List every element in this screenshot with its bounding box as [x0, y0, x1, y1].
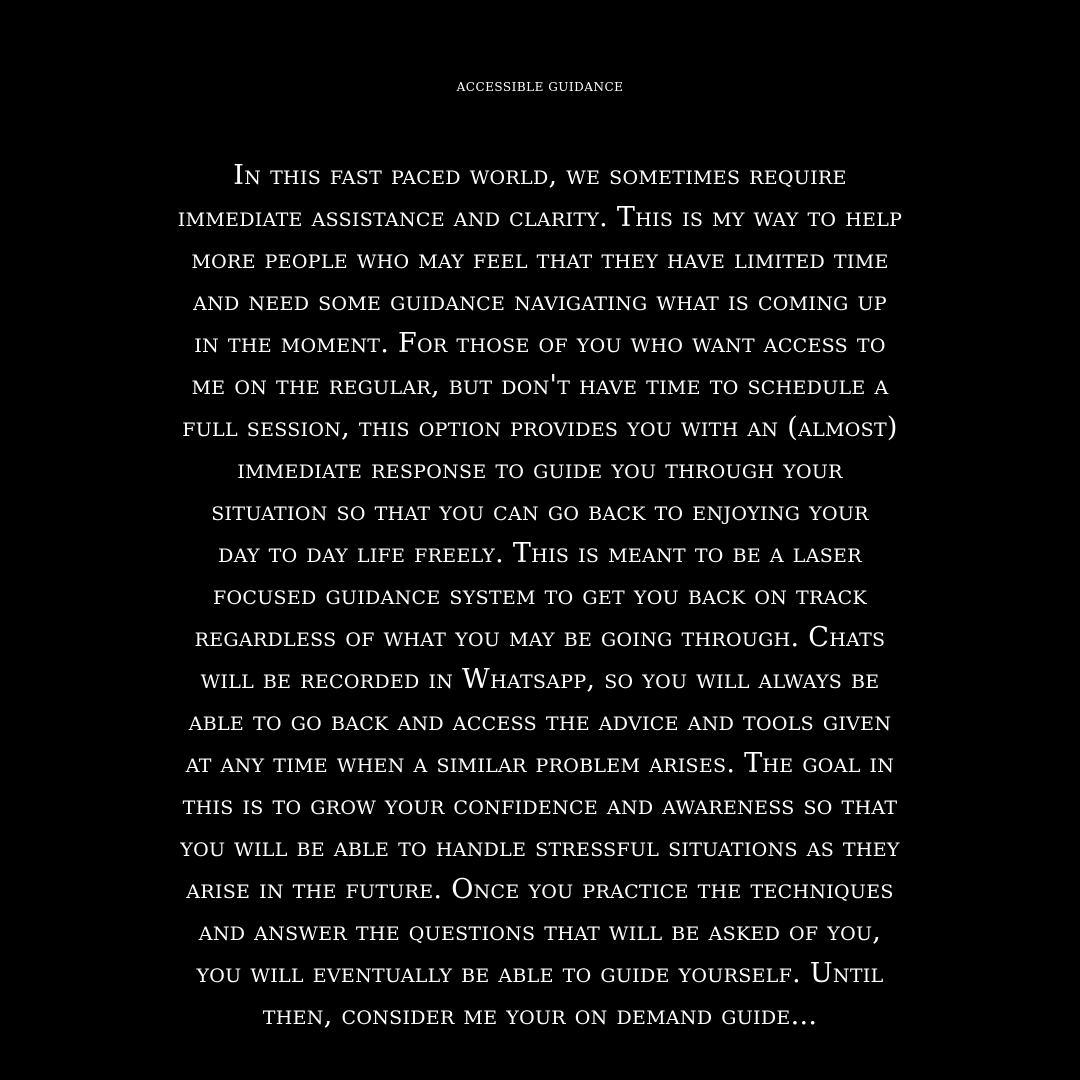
body-line: and need some guidance navigating what is coming up: [193, 286, 887, 317]
body-line: and answer the questions that will be asked of you,: [198, 916, 882, 947]
body-line: then, consider me your on demand guide...: [262, 1000, 818, 1031]
body-line: immediate response to guide you through your: [237, 454, 843, 485]
body-line: at any time when a similar problem arises. The goal in: [185, 748, 895, 779]
body-line: this is to grow your confidence and awareness so that: [182, 790, 898, 821]
body-line: able to go back and access the advice and tools given: [188, 706, 892, 737]
page-title: ACCESSIBLE GUIDANCE: [456, 80, 624, 94]
body-line: arise in the future. Once you practice the techniques: [186, 874, 894, 905]
body-line: regardless of what you may be going through. Chats: [194, 622, 886, 653]
body-line: more people who may feel that they have limited time: [191, 244, 889, 275]
body-line: full session, this option provides you with an (almost): [182, 412, 898, 443]
body-line: you will be able to handle stressful situations as they: [180, 832, 900, 863]
body-line: day to day life freely. This is meant to be a laser: [218, 538, 862, 569]
body-line: will be recorded in Whatsapp, so you will always be: [200, 664, 880, 695]
body-line: In this fast paced world, we sometimes require: [233, 160, 847, 191]
body-line: me on the regular, but don't have time to schedule a: [191, 370, 889, 401]
body-line: focused guidance system to get you back on track: [213, 580, 867, 611]
body-line: immediate assistance and clarity. This is my way to help: [177, 202, 903, 233]
body-line: in the moment. For those of you who want access to: [194, 328, 886, 359]
body-paragraph: [40, 155, 1040, 1037]
body-line: you will eventually be able to guide yourself. Until: [196, 958, 884, 989]
body-line: situation so that you can go back to enjoying your: [211, 496, 869, 527]
